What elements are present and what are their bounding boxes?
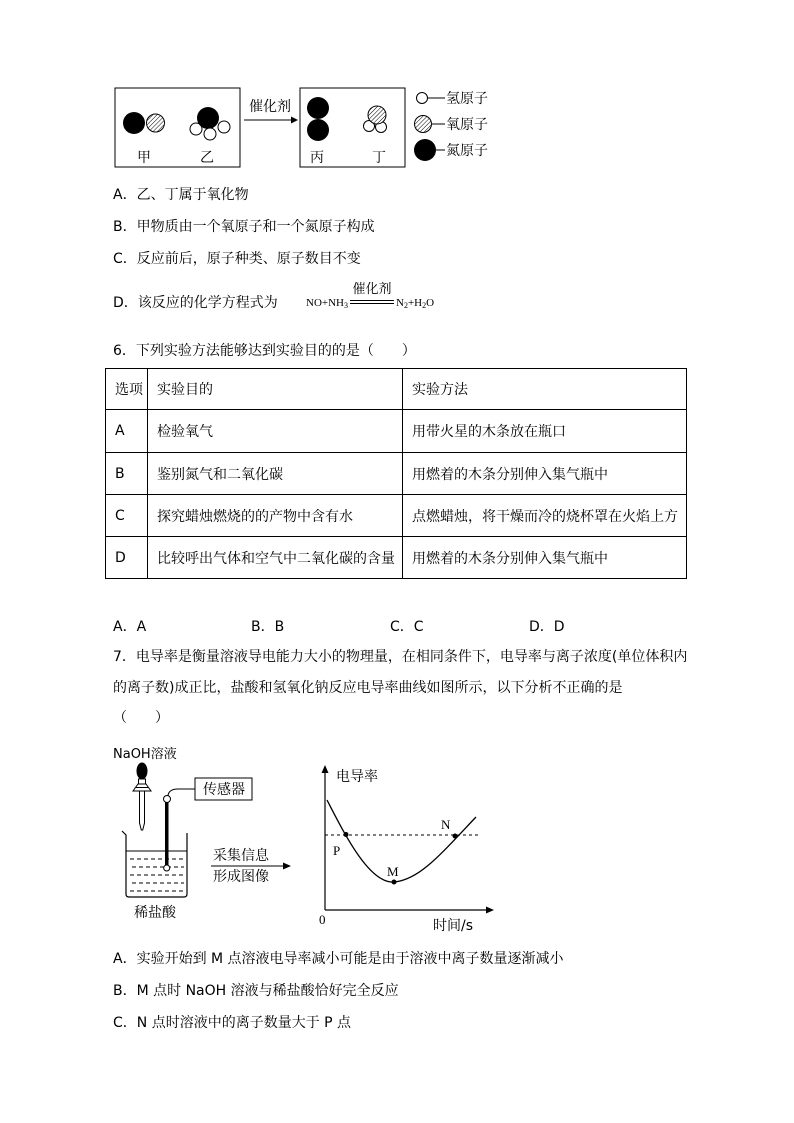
- y-axis-label: 电导率: [336, 769, 378, 785]
- equation-reactants: $NO+NH_3$: [306, 297, 348, 310]
- label-bing: 丙: [310, 150, 324, 166]
- legend-nitrogen-label: 氮原子: [446, 143, 488, 159]
- hydrogen-atom: [204, 128, 216, 140]
- electrode-top: [164, 796, 171, 803]
- table-row: [106, 410, 687, 453]
- legend-oxygen-symbol: [415, 116, 432, 133]
- q7-option-a: A．实验开始到 M 点溶液电导率减小可能是由于溶液中离子数量逐渐减小: [113, 951, 564, 967]
- electrode-tip: [164, 865, 170, 871]
- q6-table: [105, 368, 687, 579]
- nitrogen-atom: [197, 107, 219, 129]
- table-row: [106, 495, 687, 537]
- point-p-marker: [344, 832, 349, 837]
- table-row: [106, 537, 687, 579]
- table-header-option: 选项: [106, 369, 148, 410]
- beaker-label: 稀盐酸: [134, 905, 176, 921]
- q7-stem-line-3: （ ）: [113, 710, 169, 726]
- nitrogen-atom: [307, 97, 329, 119]
- equation-condition: [350, 282, 394, 310]
- legend-nitrogen-symbol: [414, 139, 436, 161]
- oxygen-atom: [368, 106, 386, 124]
- equation-equals-sign: [350, 300, 394, 304]
- point-m-marker: [392, 880, 397, 885]
- legend-hydrogen-symbol: [417, 93, 428, 104]
- oxygen-atom: [147, 114, 165, 132]
- q6-choice-d: D．D: [529, 619, 565, 635]
- table-row: [106, 453, 687, 495]
- arrow-head: [291, 117, 298, 124]
- table-header-method: 实验方法: [403, 369, 687, 410]
- point-m-label: M: [387, 864, 399, 879]
- process-arrow-head: [283, 863, 291, 870]
- q6-stem: 6．下列实验方法能够达到实验目的的是（ ）: [113, 343, 416, 359]
- table-cell-option: C: [106, 495, 148, 537]
- process-label-1: 采集信息: [213, 848, 269, 864]
- equation-products: $N_2+H_2O$: [395, 297, 435, 310]
- point-n-label: N: [441, 817, 451, 832]
- table-header-purpose: 实验目的: [148, 369, 403, 410]
- table-cell-purpose: 鉴别氮气和二氧化碳: [148, 453, 403, 495]
- q6-choice-a: A．A: [113, 619, 147, 635]
- label-yi: 乙: [200, 150, 214, 166]
- table-cell-purpose: 检验氧气: [148, 410, 403, 453]
- q7-option-b: B．M 点时 NaOH 溶液与稀盐酸恰好完全反应: [113, 983, 399, 999]
- catalyst-label: 催化剂: [249, 99, 291, 115]
- legend-hydrogen-label: 氢原子: [446, 91, 488, 107]
- x-axis-arrow: [486, 907, 494, 914]
- table-cell-option: D: [106, 537, 148, 579]
- x-axis-label: 时间/s: [433, 918, 474, 934]
- process-label-2: 形成图像: [213, 869, 269, 885]
- point-p-label: P: [333, 843, 341, 858]
- table-cell-method: 用燃着的木条分别伸入集气瓶中: [403, 453, 687, 495]
- q5-option-d: D．该反应的化学方程式为: [113, 295, 278, 311]
- y-axis-arrow: [322, 765, 329, 773]
- q7-stem-line-2: 的离子数)成正比，盐酸和氢氧化钠反应电导率曲线如图所示，以下分析不正确的是: [113, 680, 623, 696]
- q5-option-b: B．甲物质由一个氧原子和一个氮原子构成: [113, 219, 375, 235]
- reaction-diagram: [110, 80, 500, 175]
- dropper: [133, 763, 151, 831]
- legend-oxygen-label: 氧原子: [446, 117, 488, 133]
- dropper-label: NaOH溶液: [113, 747, 177, 762]
- label-jia: 甲: [137, 150, 151, 166]
- electrode: [165, 803, 169, 866]
- table-cell-method: 用带火星的木条放在瓶口: [403, 410, 687, 453]
- nitrogen-atom: [123, 112, 145, 134]
- table-cell-purpose: 比较呼出气体和空气中二氧化碳的含量: [148, 537, 403, 579]
- table-cell-purpose: 探究蜡烛燃烧的的产物中含有水: [148, 495, 403, 537]
- conductivity-graph: [319, 765, 494, 934]
- origin-label: 0: [319, 912, 326, 927]
- table-cell-method: 点燃蜡烛，将干燥而冷的烧杯罩在火焰上方: [403, 495, 687, 537]
- nitrogen-atom: [307, 119, 329, 141]
- table-cell-method: 用燃着的木条分别伸入集气瓶中: [403, 537, 687, 579]
- table-cell-option: B: [106, 453, 148, 495]
- q5-option-a: A．乙、丁属于氧化物: [113, 187, 249, 203]
- conductivity-curve: [327, 800, 476, 882]
- experiment-diagram: [100, 740, 500, 935]
- q6-choice-c: C．C: [390, 619, 424, 635]
- point-n-marker: [453, 834, 458, 839]
- equation-condition-label: 催化剂: [352, 282, 392, 297]
- hydrogen-atom: [218, 121, 230, 133]
- q6-choice-b: B．B: [251, 619, 285, 635]
- chemical-equation: [306, 282, 434, 310]
- beaker: [122, 831, 187, 897]
- legend: [414, 91, 488, 161]
- table-header-row: [106, 369, 687, 410]
- q5-option-c: C．反应前后，原子种类、原子数目不变: [113, 251, 361, 267]
- table-cell-option: A: [106, 410, 148, 453]
- sensor-label: 传感器: [203, 782, 245, 798]
- label-ding: 丁: [372, 150, 386, 166]
- q7-option-c: C．N 点时溶液中的离子数量大于 P 点: [113, 1015, 352, 1031]
- sensor-wire: [168, 789, 195, 796]
- q7-stem-line-1: 7．电导率是衡量溶液导电能力大小的物理量，在相同条件下，电导率与离子浓度(单位体积内: [113, 649, 688, 665]
